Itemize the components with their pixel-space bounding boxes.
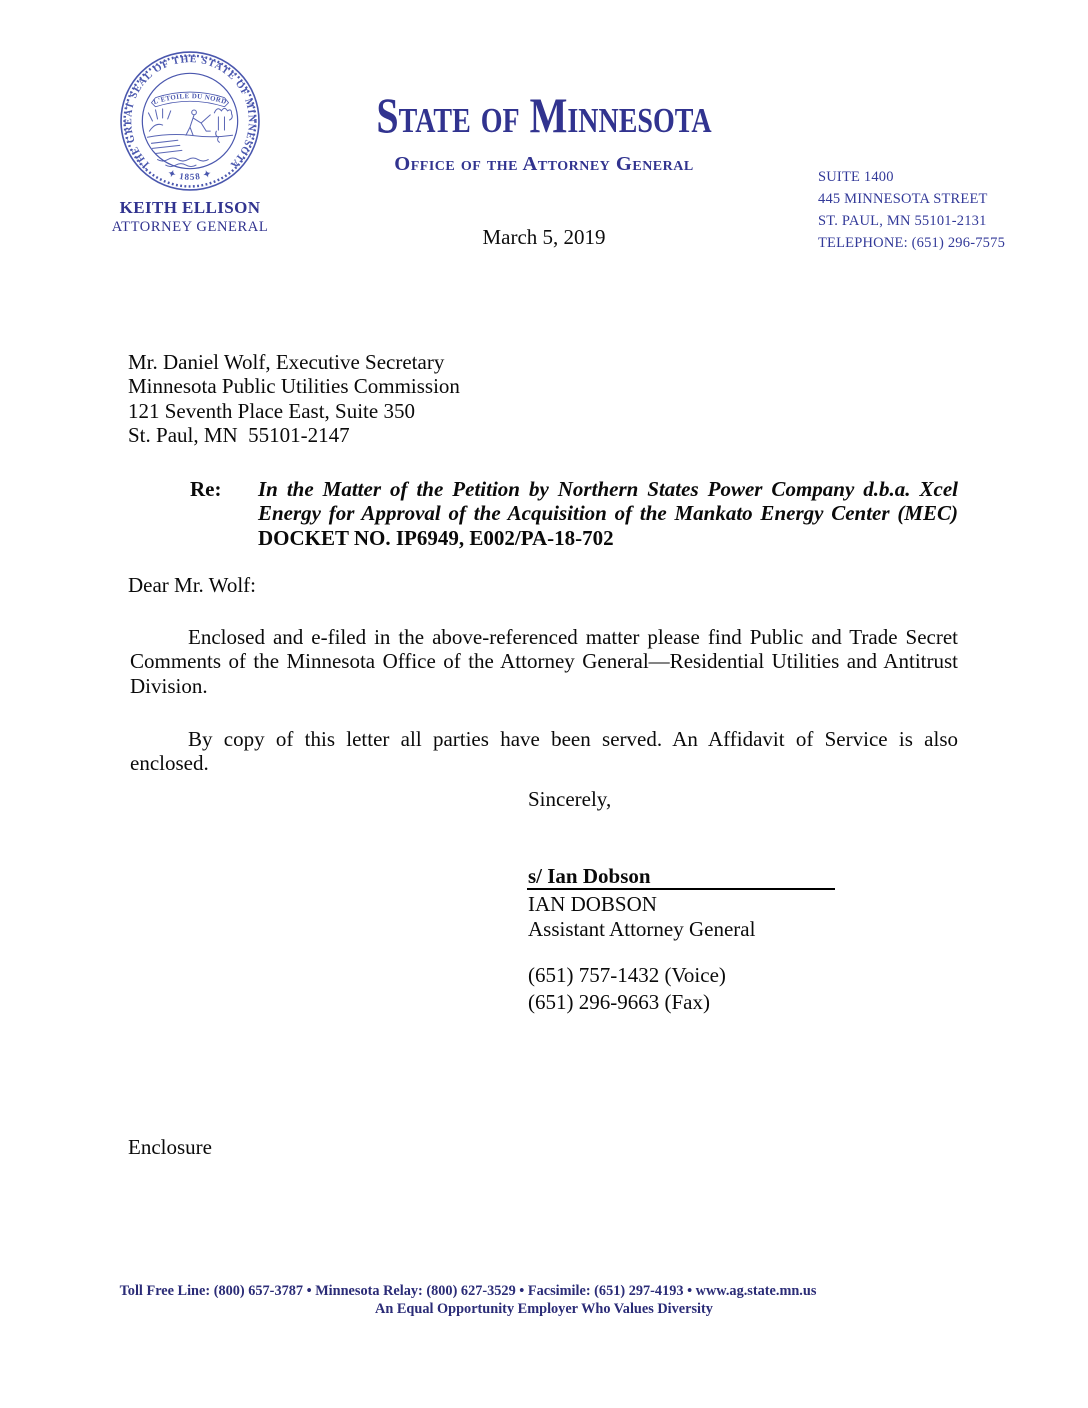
fax-phone: (651) 296-9663 (Fax) — [528, 990, 710, 1014]
signer-name: IAN DOBSON — [528, 892, 657, 916]
signature-text: s/ Ian Dobson — [528, 864, 651, 888]
recipient-address-block — [128, 350, 628, 448]
page-title-state: State of Minnesota — [376, 87, 712, 143]
paragraph-line: Division. — [130, 673, 208, 698]
seal-inner-ring — [142, 73, 237, 168]
paragraph-line: enclosed. — [130, 751, 209, 776]
seal-banner-text: L'ETOILE DU NORD — [152, 93, 228, 107]
paragraph-line: Enclosed and e-filed in the above-referenced matter please find Public and Trade Secret — [188, 625, 958, 649]
signature-rule — [527, 888, 835, 890]
case-title-line: Energy for Approval of the Acquisition of the Mankato Energy Center (MEC) — [258, 501, 958, 526]
paragraph-line: By copy of this letter all parties have been served. An Affidavit of Service is also — [188, 727, 958, 751]
valediction: Sincerely, — [528, 787, 612, 811]
body-paragraph-2 — [130, 727, 958, 776]
voice-phone: (651) 757-1432 (Voice) — [528, 963, 726, 987]
recipient-address-line: 121 Seventh Place East, Suite 350 — [128, 398, 415, 423]
official-title: ATTORNEY GENERAL — [111, 219, 269, 235]
re-content — [258, 477, 958, 550]
office-address-line: ST. PAUL, MN 55101-2131 — [818, 213, 987, 229]
seal-ring-text: THE GREAT SEAL OF THE STATE OF MINNESOTA — [123, 54, 257, 171]
office-address-block — [818, 166, 1018, 254]
page-subtitle-office: Office of the Attorney General — [394, 153, 694, 175]
recipient-address-line: St. Paul, MN 55101-2147 — [128, 423, 350, 448]
footer-eeo-line: An Equal Opportunity Employer Who Values Diversity — [375, 1301, 713, 1317]
enclosure-note: Enclosure — [128, 1135, 212, 1159]
office-address-line: SUITE 1400 — [818, 169, 894, 185]
footer-contact-line: Toll Free Line: (800) 657-3787 • Minnesota Relay: (800) 627-3529 • Facsimile: (651) 297-4193 • www.ag.state.mn.us — [119, 1283, 817, 1299]
svg-text:✦ 1858 ✦ — [167, 168, 213, 182]
case-title-line: In the Matter of the Petition by Northern States Power Company d.b.a. Xcel — [258, 477, 958, 501]
body-paragraph-1 — [130, 625, 958, 698]
office-address-line: 445 MINNESOTA STREET — [818, 191, 988, 207]
recipient-address-line: Mr. Daniel Wolf, Executive Secretary — [128, 350, 445, 374]
signer-title: Assistant Attorney General — [528, 917, 756, 941]
docket-number: DOCKET NO. IP6949, E002/PA-18-702 — [258, 525, 614, 550]
seal-year-text: ✦ 1858 ✦ — [166, 167, 214, 182]
salutation: Dear Mr. Wolf: — [128, 573, 256, 597]
minnesota-state-seal-icon — [119, 50, 261, 192]
re-block — [190, 477, 960, 550]
office-address-line: TELEPHONE: (651) 296-7575 — [818, 235, 1006, 251]
official-name: KEITH ELLISON — [119, 198, 261, 217]
letterhead-seal-block — [104, 50, 276, 236]
re-label: Re: — [190, 477, 222, 501]
recipient-address-line: Minnesota Public Utilities Commission — [128, 374, 460, 399]
letter-date: March 5, 2019 — [482, 225, 606, 249]
paragraph-line: Comments of the Minnesota Office of the Attorney General—Residential Utilities and Antitrust — [130, 649, 958, 674]
